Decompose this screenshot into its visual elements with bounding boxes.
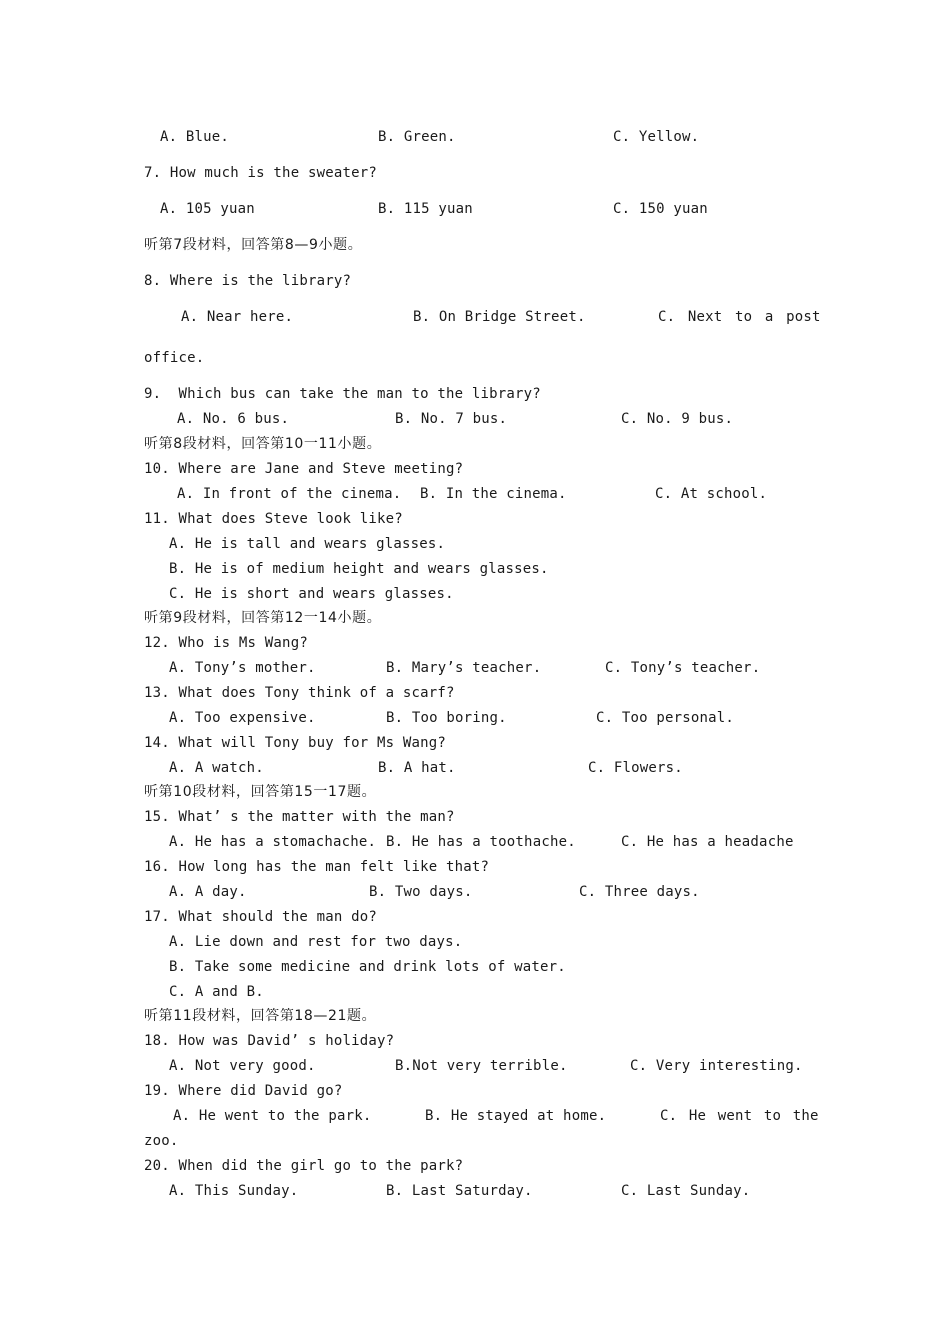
- q15-option-b: B. He has a toothache.: [386, 834, 576, 850]
- q16-option-b: B. Two days.: [369, 884, 473, 900]
- q15-option-c: C. He has a headache: [621, 834, 794, 850]
- q19-option-b: B. He stayed at home.: [425, 1108, 607, 1124]
- q14-option-c: C. Flowers.: [588, 760, 683, 776]
- q20-option-b: B. Last Saturday.: [386, 1183, 533, 1199]
- q14-option-b: B. A hat.: [378, 760, 456, 776]
- q20-question: 20. When did the girl go to the park?: [144, 1158, 464, 1174]
- q18-option-a: A. Not very good.: [169, 1058, 316, 1074]
- q18-option-c: C. Very interesting.: [630, 1058, 803, 1074]
- q11-option-c: C. He is short and wears glasses.: [169, 586, 454, 602]
- q15-question: 15. What’ s the matter with the man?: [144, 809, 455, 825]
- q9-option-c: C. No. 9 bus.: [621, 411, 734, 427]
- q6-option-c: C. Yellow.: [613, 129, 700, 145]
- section-8-heading: 听第8段材料，回答第10一11小题。: [144, 436, 382, 452]
- q19-option-c-wrap: zoo.: [144, 1133, 179, 1149]
- q7-option-a: A. 105 yuan: [160, 201, 255, 217]
- q17-option-b: B. Take some medicine and drink lots of water.: [169, 959, 566, 975]
- q7-option-b: B. 115 yuan: [378, 201, 473, 217]
- q18-question: 18. How was David’ s holiday?: [144, 1033, 395, 1049]
- q9-option-a: A. No. 6 bus.: [177, 411, 290, 427]
- q17-option-c: C. A and B.: [169, 984, 264, 1000]
- q12-option-a: A. Tony’s mother.: [169, 660, 316, 676]
- section-7-heading: 听第7段材料，回答第8—9小题。: [144, 237, 363, 253]
- q20-option-c: C. Last Sunday.: [621, 1183, 751, 1199]
- q8-option-b: B. On Bridge Street.: [413, 309, 586, 325]
- q10-option-c: C. At school.: [655, 486, 768, 502]
- section-10-heading: 听第10段材料，回答第15一17题。: [144, 784, 377, 800]
- q6-option-b: B. Green.: [378, 129, 456, 145]
- q9-option-b: B. No. 7 bus.: [395, 411, 508, 427]
- q16-option-c: C. Three days.: [579, 884, 700, 900]
- section-9-heading: 听第9段材料，回答第12一14小题。: [144, 610, 382, 626]
- q13-question: 13. What does Tony think of a scarf?: [144, 685, 455, 701]
- q9-question: 9. Which bus can take the man to the library?: [144, 386, 541, 402]
- q11-option-b: B. He is of medium height and wears glasses.: [169, 561, 549, 577]
- q12-option-c: C. Tony’s teacher.: [605, 660, 761, 676]
- q16-option-a: A. A day.: [169, 884, 247, 900]
- q8-option-c: C. Next to a post: [658, 309, 821, 325]
- q18-option-b: B.Not very terrible.: [395, 1058, 568, 1074]
- q16-question: 16. How long has the man felt like that?: [144, 859, 490, 875]
- q8-option-a: A. Near here.: [181, 309, 294, 325]
- q12-option-b: B. Mary’s teacher.: [386, 660, 542, 676]
- q20-option-a: A. This Sunday.: [169, 1183, 299, 1199]
- q11-option-a: A. He is tall and wears glasses.: [169, 536, 446, 552]
- q10-question: 10. Where are Jane and Steve meeting?: [144, 461, 464, 477]
- section-11-heading: 听第11段材料，回答第18—21题。: [144, 1008, 377, 1024]
- q11-question: 11. What does Steve look like?: [144, 511, 403, 527]
- q10-option-a: A. In front of the cinema.: [177, 486, 402, 502]
- q10-option-b: B. In the cinema.: [420, 486, 567, 502]
- q14-option-a: A. A watch.: [169, 760, 264, 776]
- q7-question: 7. How much is the sweater?: [144, 165, 377, 181]
- q19-option-c: C. He went to the: [660, 1108, 819, 1124]
- q13-option-b: B. Too boring.: [386, 710, 507, 726]
- q14-question: 14. What will Tony buy for Ms Wang?: [144, 735, 447, 751]
- q17-option-a: A. Lie down and rest for two days.: [169, 934, 463, 950]
- q8-question: 8. Where is the library?: [144, 273, 352, 289]
- q19-question: 19. Where did David go?: [144, 1083, 343, 1099]
- q7-option-c: C. 150 yuan: [613, 201, 708, 217]
- q13-option-c: C. Too personal.: [596, 710, 735, 726]
- q19-option-a: A. He went to the park.: [173, 1108, 372, 1124]
- q17-question: 17. What should the man do?: [144, 909, 377, 925]
- q15-option-a: A. He has a stomachache.: [169, 834, 377, 850]
- q8-option-c-wrap: office.: [144, 350, 205, 366]
- q13-option-a: A. Too expensive.: [169, 710, 316, 726]
- q6-option-a: A. Blue.: [160, 129, 230, 145]
- q12-question: 12. Who is Ms Wang?: [144, 635, 308, 651]
